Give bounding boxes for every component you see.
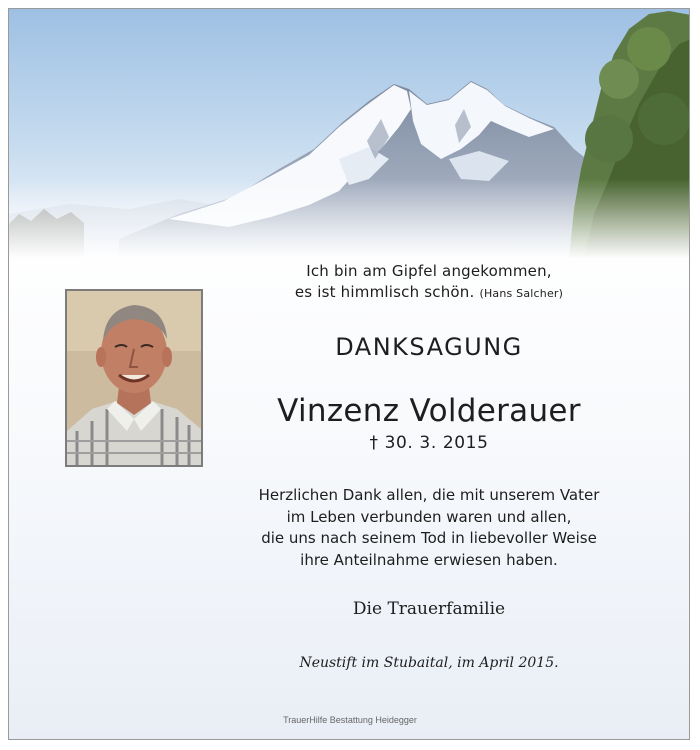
family-signature: Die Trauerfamilie [352, 599, 506, 619]
quote [209, 261, 649, 304]
thanks-line: Herzlichen Dank allen, die mit unserem Vater [258, 486, 600, 504]
mountain-image [9, 9, 690, 259]
quote-line-2-text: es ist himmlisch schön. [294, 283, 475, 301]
footer-credit: TrauerHilfe Bestattung Heidegger [283, 715, 417, 725]
quote-line-1: Ich bin am Gipfel angekommen, [306, 262, 552, 280]
quote-author: (Hans Salcher) [479, 287, 564, 300]
death-date: † 30. 3. 2015 [369, 433, 489, 453]
portrait-photo [65, 289, 203, 467]
quote-line-2 [209, 282, 649, 304]
thanks-line: die uns nach seinem Tod in liebevoller Weise [261, 529, 597, 547]
thanks-line: im Leben verbunden waren und allen, [286, 507, 572, 526]
thanks-line: ihre Anteilnahme erwiesen haben. [300, 550, 558, 569]
deceased-name: Vinzenz Volderauer [277, 393, 581, 429]
thanks-text [209, 485, 649, 571]
notice-card [8, 8, 690, 740]
place-and-date: Neustift im Stubaital, im April 2015. [299, 655, 559, 671]
heading: DANKSAGUNG [335, 333, 523, 361]
